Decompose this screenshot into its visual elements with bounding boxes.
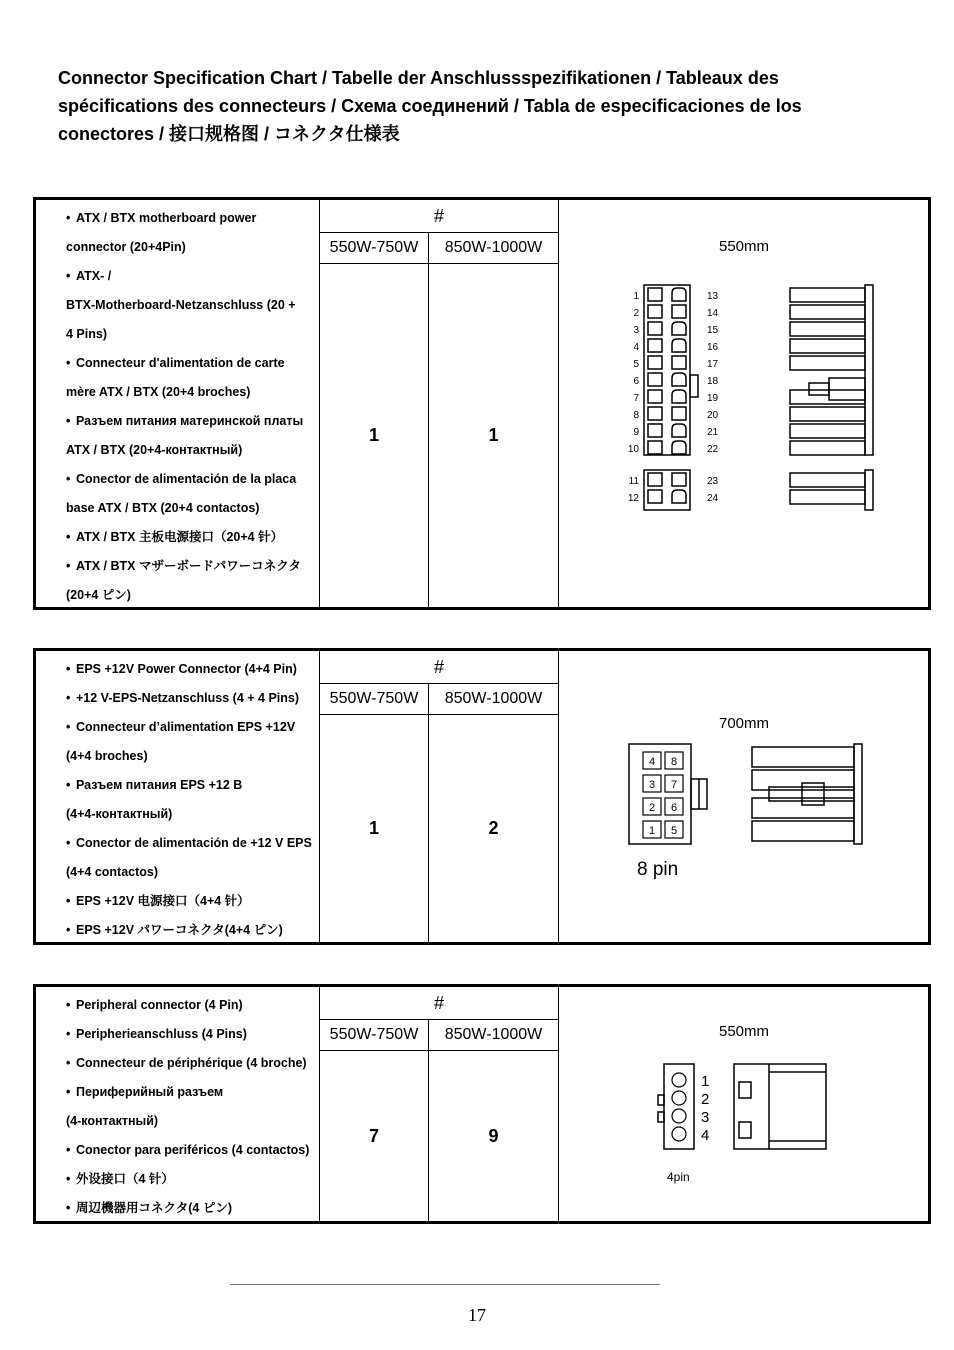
description-item: • ATX- / xyxy=(36,262,319,291)
pin-number: 2 xyxy=(701,1091,710,1108)
pin-number: 2 xyxy=(648,802,656,814)
pin-number: 5 xyxy=(633,359,639,370)
cable-length: 550mm xyxy=(719,238,770,255)
bullet-icon: • xyxy=(66,836,71,850)
cable-length: 550mm xyxy=(719,1023,770,1040)
qty-850-1000: 2 xyxy=(488,818,499,838)
bullet-icon: • xyxy=(66,923,71,937)
bullet-icon: • xyxy=(66,1143,71,1157)
connector-drawing xyxy=(559,651,928,942)
pin-number: 8 xyxy=(670,756,678,768)
description-continuation: 4 Pins) xyxy=(66,327,107,341)
pin-count-label: 8 pin xyxy=(637,859,679,880)
bullet-icon: • xyxy=(66,662,71,676)
description-item: • 周辺機器用コネクタ(4 ピン) xyxy=(36,1194,319,1223)
bullet-icon: • xyxy=(66,720,71,734)
pin-number: 11 xyxy=(628,476,639,487)
bullet-icon: • xyxy=(66,1027,71,1041)
pin-number: 8 xyxy=(633,410,639,421)
description-item: • Conector para periféricos (4 contactos) xyxy=(36,1136,319,1165)
description-item: • Peripherieanschluss (4 Pins) xyxy=(36,1020,319,1049)
connector-description xyxy=(36,987,320,1221)
bullet-icon: • xyxy=(66,559,71,573)
pin-number: 14 xyxy=(707,308,719,319)
pin-number: 4 xyxy=(648,756,656,768)
pin-number: 16 xyxy=(707,342,719,353)
pin-number: 9 xyxy=(633,427,639,438)
quantity-table xyxy=(320,651,559,942)
hash-header: # xyxy=(320,651,558,684)
pin-number: 4 xyxy=(633,342,639,353)
hash-header: # xyxy=(320,987,558,1020)
pin-number: 21 xyxy=(707,427,719,438)
pin-number: 10 xyxy=(627,444,639,455)
col-header-550-750: 550W-750W xyxy=(320,232,429,264)
connector-spec-eps xyxy=(33,648,931,945)
pin-number: 1 xyxy=(648,825,656,837)
description-item: • EPS +12V 电源接口（4+4 针） xyxy=(36,887,319,916)
description-continuation: BTX-Motherboard-Netzanschluss (20 + xyxy=(66,298,296,312)
description-item: • Connecteur d'alimentation de carte xyxy=(36,349,319,378)
description-item: • Периферийный разъем xyxy=(36,1078,319,1107)
pin-number: 19 xyxy=(707,393,719,404)
bullet-icon: • xyxy=(66,894,71,908)
col-header-850-1000: 850W-1000W xyxy=(429,232,558,264)
bullet-icon: • xyxy=(66,211,71,225)
description-continuation: connector (20+4Pin) xyxy=(66,240,186,254)
pin-number: 4 xyxy=(701,1127,710,1144)
description-item: • ATX / BTX マザーボードパワーコネクタ xyxy=(36,552,319,581)
description-continuation: (4+4 contactos) xyxy=(66,865,159,879)
qty-550-750: 7 xyxy=(320,1051,429,1221)
pin-number: 7 xyxy=(670,779,678,791)
bullet-icon: • xyxy=(66,691,71,705)
description-item: • Conector de alimentación de +12 V EPS xyxy=(36,829,319,858)
bullet-icon: • xyxy=(66,1172,71,1186)
quantity-table xyxy=(320,200,559,607)
connector-description xyxy=(36,651,320,942)
pin-number: 7 xyxy=(633,393,639,404)
pin-number: 23 xyxy=(707,476,719,487)
description-item: • Разъем питания EPS +12 В xyxy=(36,771,319,800)
pin-number: 3 xyxy=(648,779,656,791)
pin-number: 13 xyxy=(707,291,719,302)
description-list xyxy=(36,991,319,1223)
bullet-icon: • xyxy=(66,269,71,283)
pin-number: 15 xyxy=(707,325,719,336)
bullet-icon: • xyxy=(66,778,71,792)
connector-spec-atx xyxy=(33,197,931,610)
description-item: • 外设接口（4 针） xyxy=(36,1165,319,1194)
pin-number: 5 xyxy=(670,825,678,837)
pin-number: 24 xyxy=(707,493,719,504)
description-item: • ATX / BTX motherboard power xyxy=(36,204,319,233)
description-item: • Conector de alimentación de la placa xyxy=(36,465,319,494)
page-title: Connector Specification Chart / Tabelle der Anschlussspezifikationen / Tableaux des spécifications des connecteurs / Схема соединений / Tabla de especificaciones de los conectores / 接口规格图 / コネクタ仕様表 xyxy=(58,68,802,144)
pin-number: 20 xyxy=(707,410,719,421)
description-item: • EPS +12V Power Connector (4+4 Pin) xyxy=(36,655,319,684)
bullet-icon: • xyxy=(66,998,71,1012)
bullet-icon: • xyxy=(66,472,71,486)
hash-header: # xyxy=(320,200,558,233)
eps-8pin-diagram xyxy=(559,651,931,946)
description-item: • Peripheral connector (4 Pin) xyxy=(36,991,319,1020)
description-item: • EPS +12V パワーコネクタ(4+4 ピン) xyxy=(36,916,319,945)
pin-number: 18 xyxy=(707,376,719,387)
qty-850-1000: 1 xyxy=(488,425,499,445)
description-item: • +12 V-EPS-Netzanschluss (4 + 4 Pins) xyxy=(36,684,319,713)
bullet-icon: • xyxy=(66,530,71,544)
connector-description xyxy=(36,200,320,607)
description-continuation: mère ATX / BTX (20+4 broches) xyxy=(66,385,251,399)
qty-850-1000: 9 xyxy=(488,1125,499,1146)
pin-number: 3 xyxy=(701,1109,710,1126)
bullet-icon: • xyxy=(66,356,71,370)
description-item: • Connecteur d’alimentation EPS +12V xyxy=(36,713,319,742)
pin-number: 17 xyxy=(707,359,719,370)
pin-number: 6 xyxy=(633,376,639,387)
footer-rule xyxy=(230,1283,660,1286)
description-continuation: base ATX / BTX (20+4 contactos) xyxy=(66,501,260,515)
description-continuation: (4+4 broches) xyxy=(66,749,148,763)
description-item: • Разъем питания материнской платы xyxy=(36,407,319,436)
pin-number: 2 xyxy=(633,308,639,319)
description-continuation: (4+4-контактный) xyxy=(66,807,173,821)
qty-550-750: 1 xyxy=(320,264,429,607)
col-header-550-750: 550W-750W xyxy=(320,683,429,715)
col-header-850-1000: 850W-1000W xyxy=(429,683,558,715)
pin-number: 3 xyxy=(633,325,639,336)
bullet-icon: • xyxy=(66,1056,71,1070)
pin-number: 6 xyxy=(670,802,678,814)
qty-550-750: 1 xyxy=(320,715,429,942)
description-list xyxy=(36,655,319,945)
page-number: 17 xyxy=(468,1305,486,1325)
col-header-850-1000: 850W-1000W xyxy=(429,1019,558,1051)
connector-spec-peripheral xyxy=(33,984,931,1224)
cable-length: 700mm xyxy=(719,715,770,732)
col-header-550-750: 550W-750W xyxy=(320,1019,429,1051)
pin-number: 22 xyxy=(707,444,719,455)
description-item: • Connecteur de périphérique (4 broche) xyxy=(36,1049,319,1078)
quantity-table xyxy=(320,987,559,1221)
connector-drawing xyxy=(559,200,928,607)
bullet-icon: • xyxy=(66,1201,71,1215)
pin-number: 12 xyxy=(627,493,639,504)
bullet-icon: • xyxy=(66,414,71,428)
connector-drawing xyxy=(559,987,928,1221)
pin-number: 1 xyxy=(633,291,639,302)
description-list xyxy=(36,204,319,610)
pin-count-label: 4pin xyxy=(667,1170,690,1184)
description-item: • ATX / BTX 主板电源接口（20+4 针） xyxy=(36,523,319,552)
description-continuation: ATX / BTX (20+4-контактный) xyxy=(66,443,243,457)
description-continuation: (4-контактный) xyxy=(66,1114,159,1128)
atx-24pin-diagram xyxy=(559,200,931,610)
molex-4pin-diagram xyxy=(559,987,931,1225)
pin-number: 1 xyxy=(701,1073,710,1090)
description-continuation: (20+4 ピン) xyxy=(66,588,131,602)
bullet-icon: • xyxy=(66,1085,71,1099)
